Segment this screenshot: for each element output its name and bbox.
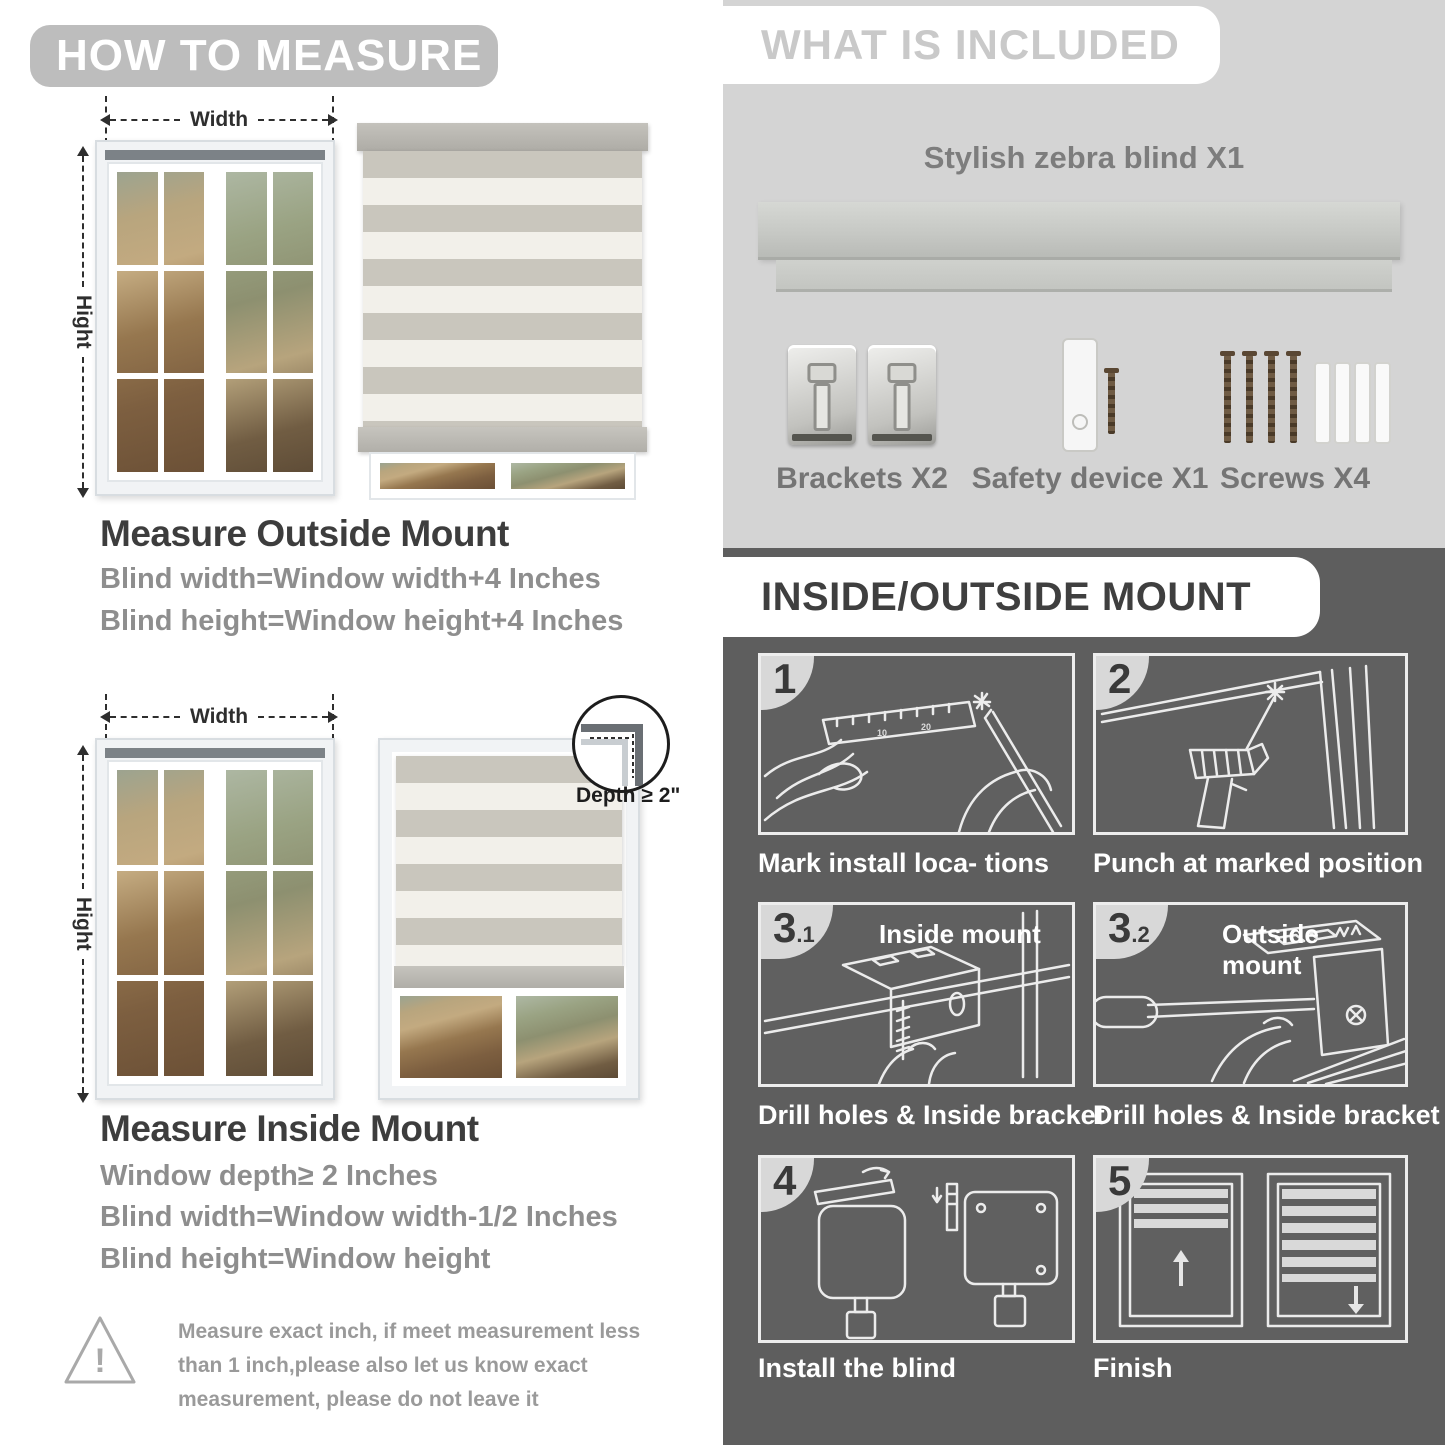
step-3-2-caption: Drill holes & Inside bracket xyxy=(1093,1100,1440,1130)
blind-headrail xyxy=(758,202,1400,260)
inside-mount-line1: Window depth≥ 2 Inches xyxy=(100,1160,438,1192)
step-number-badge: 5 xyxy=(1096,1158,1149,1212)
outside-mount-line2: Blind height=Window height+4 Inches xyxy=(100,605,624,637)
height-arrow xyxy=(72,745,95,1103)
step-3-2-tile xyxy=(1093,902,1408,1087)
height-arrow xyxy=(72,146,95,498)
step-number-badge: 4 xyxy=(761,1158,814,1212)
window-sash xyxy=(218,762,321,1084)
how-to-measure-header: HOW TO MEASURE xyxy=(30,25,498,87)
window-under-blind xyxy=(369,452,636,500)
step-number-badge: 3.1 xyxy=(761,905,833,959)
arrow-up-icon xyxy=(77,146,89,156)
guide-line xyxy=(332,694,334,740)
what-is-included-header: WHAT IS INCLUDED xyxy=(723,6,1220,84)
guide-line xyxy=(332,96,334,144)
step-4-tile xyxy=(758,1155,1075,1343)
blind-headrail-lip xyxy=(776,260,1392,292)
anchor-image xyxy=(1354,362,1371,444)
step-3-2-inner-label: Outside mount xyxy=(1222,919,1319,980)
mount-header: INSIDE/OUTSIDE MOUNT xyxy=(723,557,1320,637)
svg-text:20: 20 xyxy=(921,722,932,732)
blind-bottom-rail xyxy=(358,427,647,452)
window-photo xyxy=(95,738,335,1100)
magnifier-icon xyxy=(572,695,670,793)
window-sash xyxy=(218,164,321,480)
up-arrow-icon xyxy=(1173,1250,1189,1286)
guide-line xyxy=(105,96,107,144)
window-track xyxy=(105,150,325,160)
screw-image xyxy=(1290,355,1297,443)
inside-mount-title: Measure Inside Mount xyxy=(100,1108,479,1149)
brackets-label: Brackets X2 xyxy=(776,462,948,495)
depth-note: Depth ≥ 2" xyxy=(576,784,681,807)
step-5-tile xyxy=(1093,1155,1408,1343)
warning-icon xyxy=(60,1312,140,1390)
step-3-1-tile xyxy=(758,902,1075,1087)
bracket-image xyxy=(788,345,856,445)
step-number-badge: 3.2 xyxy=(1096,905,1168,959)
screw-image xyxy=(1224,355,1231,443)
step4-illustration xyxy=(761,1158,1072,1340)
window-sash xyxy=(396,992,506,1082)
window-sash xyxy=(109,762,212,1084)
down-arrow-icon xyxy=(1348,1286,1364,1314)
inside-mount-line2: Blind width=Window width-1/2 Inches xyxy=(100,1201,618,1233)
width-arrow xyxy=(100,108,338,131)
svg-text:10: 10 xyxy=(877,728,888,738)
blind-body xyxy=(363,151,642,427)
guide-line xyxy=(105,694,107,740)
bracket-image xyxy=(868,345,936,445)
anchor-image xyxy=(1314,362,1331,444)
anchor-image xyxy=(1374,362,1391,444)
anchor-image xyxy=(1334,362,1351,444)
screws-label: Screws X4 xyxy=(1219,462,1371,495)
width-label: Width xyxy=(189,108,249,131)
step-5-caption: Finish xyxy=(1093,1353,1173,1383)
arrow-up-icon xyxy=(77,745,89,755)
arrow-down-icon xyxy=(77,488,89,498)
window-sash xyxy=(109,164,212,480)
width-label: Width xyxy=(189,705,249,728)
step-3-1-caption: Drill holes & Inside bracket xyxy=(758,1100,1105,1130)
svg-text:!: ! xyxy=(94,1342,106,1380)
screw-image xyxy=(1268,355,1275,443)
height-label: Hight xyxy=(72,897,95,951)
safety-device-label: Safety device X1 xyxy=(971,462,1209,495)
blind-bottom-rail xyxy=(394,966,624,988)
screw-image xyxy=(1246,355,1253,443)
window-track xyxy=(105,748,325,758)
blind-cassette xyxy=(357,123,648,151)
step-2-tile xyxy=(1093,653,1408,835)
step-number-badge: 1 xyxy=(761,656,814,710)
step-4-caption: Install the blind xyxy=(758,1353,957,1383)
window-sash xyxy=(512,992,622,1082)
safety-device-image xyxy=(1062,338,1098,452)
arrow-down-icon xyxy=(77,1093,89,1103)
step-2-caption: Punch at marked position xyxy=(1093,848,1424,878)
inside-mount-line3: Blind height=Window height xyxy=(100,1243,491,1275)
width-arrow xyxy=(100,705,338,728)
warning-text: Measure exact inch, if meet measurement less than 1 inch,please also let us know exact measurement, please do not leave it xyxy=(178,1320,641,1411)
step-number-badge: 2 xyxy=(1096,656,1149,710)
step1-illustration xyxy=(761,656,1072,832)
step5-illustration xyxy=(1096,1158,1405,1340)
outside-mount-title: Measure Outside Mount xyxy=(100,513,509,554)
height-label: Hight xyxy=(72,295,95,349)
step-1-caption: Mark install loca- tions xyxy=(758,848,1050,878)
step-3-1-inner-label: Inside mount xyxy=(879,919,1041,949)
outside-mount-line1: Blind width=Window width+4 Inches xyxy=(100,563,601,595)
window-photo xyxy=(95,140,335,496)
step-1-tile xyxy=(758,653,1075,835)
screw-image xyxy=(1108,372,1115,434)
blind-item-label: Stylish zebra blind X1 xyxy=(923,140,1245,175)
